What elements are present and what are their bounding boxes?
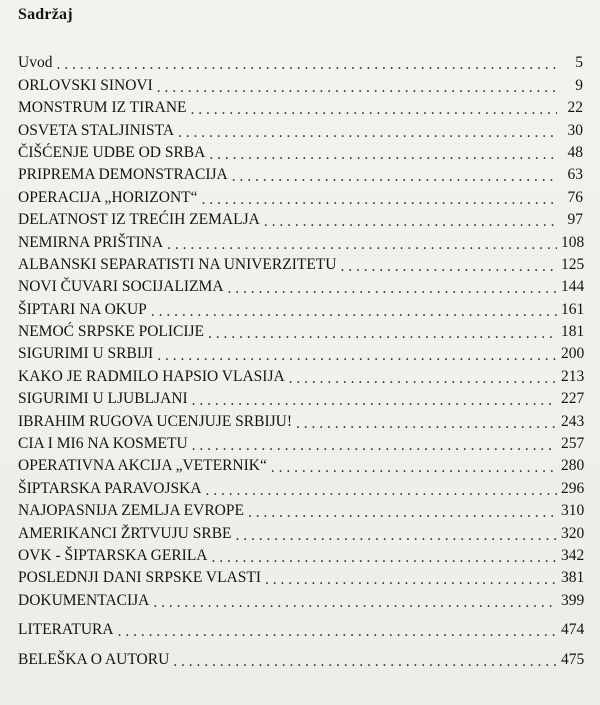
toc-entry: [18, 50, 583, 72]
toc-entry-page: 310: [561, 502, 585, 520]
toc-entry: [18, 386, 583, 408]
toc-entry: [18, 319, 583, 341]
dot-leader: [296, 417, 557, 431]
toc-entry-title: Uvod: [18, 54, 53, 72]
toc-entry-page: 76: [567, 188, 583, 206]
dot-leader: [173, 655, 557, 669]
toc-entry: [18, 341, 583, 363]
toc-entry: [18, 453, 583, 475]
toc-entry-title: ŠIPTARSKA PARAVOJSKA: [18, 479, 202, 497]
toc-entry-page: 144: [561, 278, 585, 296]
toc-entry-page: 9: [575, 76, 583, 94]
toc-entry-title: NAJOPASNIJA ZEMLJA EVROPE: [18, 502, 244, 520]
toc-entry-page: 161: [561, 300, 585, 318]
toc-entry-title: NEMOĆ SRPSKE POLICIJE: [18, 323, 205, 341]
toc-entry: [18, 520, 583, 542]
toc-entry-page: 200: [561, 345, 585, 363]
toc-entry: [18, 252, 583, 274]
toc-entry-page: 381: [561, 569, 585, 587]
dot-leader: [289, 372, 557, 386]
dot-leader: [191, 103, 558, 117]
toc-entry-title: CIA I MI6 NA KOSMETU: [18, 435, 188, 453]
dot-leader: [206, 484, 557, 498]
toc-entry-title: OPERACIJA „HORIZONT“: [18, 188, 198, 206]
toc-entry: [18, 565, 583, 587]
toc-entry-title: LITERATURA: [18, 621, 114, 639]
toc-entry: [18, 363, 583, 385]
toc-entry: [18, 587, 583, 609]
dot-leader: [153, 596, 557, 610]
toc-entry: [18, 543, 583, 565]
dot-leader: [56, 58, 557, 72]
dot-leader: [264, 215, 557, 229]
dot-leader: [232, 170, 557, 184]
dot-leader: [157, 81, 557, 95]
toc-entry: [18, 617, 583, 639]
toc-entry: [18, 95, 583, 117]
toc-entry-page: 22: [567, 99, 583, 117]
toc-entry: [18, 229, 583, 251]
toc-entry-title: PRIPREMA DEMONSTRACIJA: [18, 166, 228, 184]
toc-entry-title: SIGURIMI U LJUBLJANI: [18, 390, 188, 408]
toc-entry-title: AMERIKANCI ŽRTVUJU SRBE: [18, 524, 232, 542]
toc-entry-title: OVK - ŠIPTARSKA GERILA: [18, 546, 208, 564]
toc-entry-title: DOKUMENTACIJA: [18, 591, 150, 609]
dot-leader: [228, 282, 557, 296]
toc-entry-title: SIGURIMI U SRBIJI: [18, 345, 154, 363]
table-of-contents: [18, 50, 583, 669]
toc-entry-page: 48: [567, 143, 583, 161]
toc-entry-title: MONSTRUM IZ TIRANE: [18, 99, 187, 117]
dot-leader: [167, 238, 557, 252]
toc-entry-page: 475: [561, 650, 585, 668]
toc-entry: [18, 207, 583, 229]
toc-entry-page: 296: [561, 479, 585, 497]
toc-entry-page: 280: [561, 457, 585, 475]
toc-entry: [18, 498, 583, 520]
toc-entry-page: 63: [567, 166, 583, 184]
toc-entry-page: 399: [561, 591, 585, 609]
toc-entry: [18, 475, 583, 497]
toc-entry-title: DELATNOST IZ TREĆIH ZEMALJA: [18, 211, 260, 229]
toc-entry-title: POSLEDNJI DANI SRPSKE VLASTI: [18, 569, 262, 587]
toc-entry-title: IBRAHIM RUGOVA UCENJUJE SRBIJU!: [18, 412, 293, 430]
toc-entry-page: 474: [561, 621, 585, 639]
dot-leader: [157, 349, 557, 363]
dot-leader: [118, 625, 557, 639]
toc-entry-page: 342: [561, 546, 585, 564]
toc-entry-page: 30: [567, 121, 583, 139]
dot-leader: [209, 148, 557, 162]
toc-entry-page: 227: [561, 390, 585, 408]
toc-entry: [18, 646, 583, 668]
toc-entry-page: 257: [561, 435, 585, 453]
toc-entry-page: 5: [575, 54, 583, 72]
toc-entry: [18, 184, 583, 206]
toc-entry-title: KAKO JE RADMILO HAPSIO VLASIJA: [18, 367, 285, 385]
toc-entry-page: 320: [561, 524, 585, 542]
dot-leader: [202, 193, 557, 207]
toc-entry-page: 181: [561, 323, 585, 341]
dot-leader: [192, 439, 557, 453]
toc-entry: [18, 140, 583, 162]
toc-entry: [18, 431, 583, 453]
toc-entry-title: ALBANSKI SEPARATISTI NA UNIVERZITETU: [18, 255, 337, 273]
toc-entry-title: ORLOVSKI SINOVI: [18, 76, 153, 94]
dot-leader: [236, 529, 558, 543]
toc-entry-title: ČIŠĆENJE UDBE OD SRBA: [18, 143, 206, 161]
toc-entry-title: OPERATIVNA AKCIJA „VETERNIK“: [18, 457, 267, 475]
toc-entry: [18, 117, 583, 139]
toc-entry-title: NOVI ČUVARI SOCIJALIZMA: [18, 278, 224, 296]
toc-entry: [18, 72, 583, 94]
dot-leader: [248, 506, 557, 520]
toc-entry-page: 125: [561, 255, 585, 273]
dot-leader: [192, 394, 557, 408]
page-title: Sadržaj: [18, 6, 73, 23]
toc-entry-page: 108: [561, 233, 585, 251]
toc-entry: [18, 408, 583, 430]
toc-entry-page: 243: [561, 412, 585, 430]
dot-leader: [265, 573, 557, 587]
dot-leader: [178, 126, 557, 140]
toc-entry-title: BELEŠKA O AUTORU: [18, 650, 170, 668]
dot-leader: [208, 327, 557, 341]
toc-entry-page: 97: [567, 211, 583, 229]
toc-entry-title: ŠIPTARI NA OKUP: [18, 300, 147, 318]
toc-entry: [18, 296, 583, 318]
toc-entry-page: 213: [561, 367, 585, 385]
toc-entry: [18, 162, 583, 184]
dot-leader: [151, 305, 557, 319]
toc-entry: [18, 274, 583, 296]
toc-entry-title: OSVETA STALJINISTA: [18, 121, 175, 139]
dot-leader: [212, 551, 557, 565]
toc-entry-title: NEMIRNA PRIŠTINA: [18, 233, 164, 251]
dot-leader: [271, 461, 557, 475]
dot-leader: [340, 260, 557, 274]
